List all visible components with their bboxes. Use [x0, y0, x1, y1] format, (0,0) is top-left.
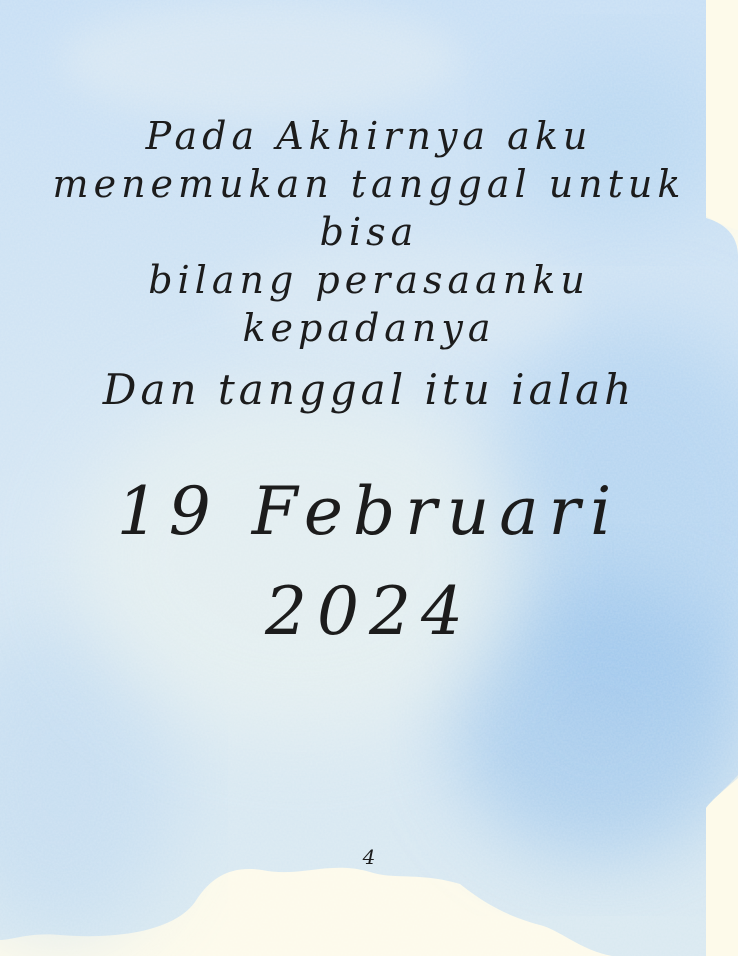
intro-message	[44, 112, 694, 352]
intro-line-3: bilang perasaanku kepadanya	[148, 258, 590, 350]
page-number: 4	[362, 845, 376, 869]
highlight-date: 19 Februari 2024	[116, 473, 622, 650]
intro-line-1: Pada Akhirnya aku	[145, 114, 593, 158]
intro-line-2: menemukan tanggal untuk bisa	[52, 162, 686, 254]
date-intro-text: Dan tanggal itu ialah	[102, 365, 636, 414]
paper-edge-right	[706, 0, 738, 230]
